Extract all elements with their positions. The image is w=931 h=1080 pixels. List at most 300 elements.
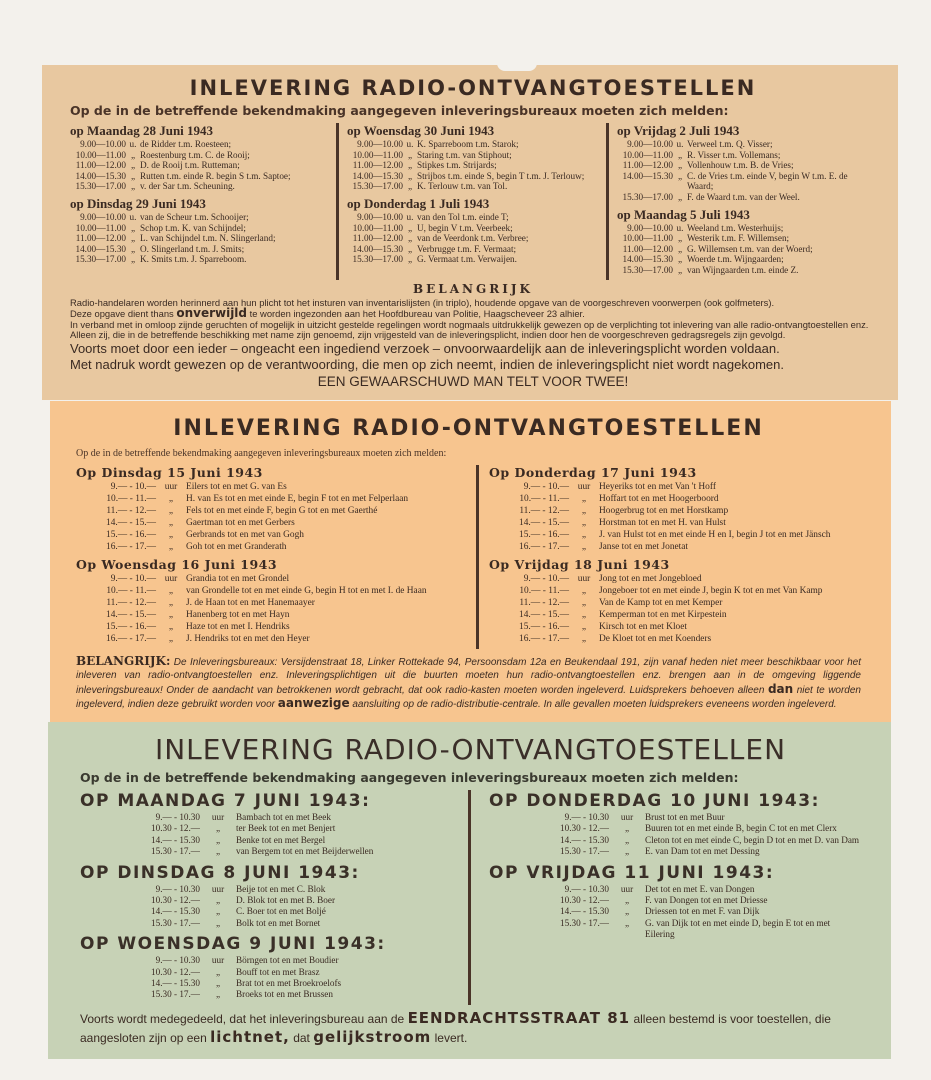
time-slot: 10.00—11.00 bbox=[622, 149, 673, 160]
unit-mark: „ bbox=[215, 906, 221, 917]
schedule-row bbox=[80, 978, 460, 989]
unit-mark: „ bbox=[581, 609, 587, 620]
day-schedule bbox=[80, 933, 460, 1001]
name-range: van de Scheur t.m. Schooijer; bbox=[140, 211, 249, 222]
time-slot: 14.— - 15.— bbox=[106, 609, 156, 620]
name-range: K. Sparreboom t.m. Starok; bbox=[417, 139, 519, 149]
unit-mark: „ bbox=[624, 823, 630, 834]
unit-mark: „ bbox=[130, 170, 136, 181]
name-range: van Grondelle tot en met einde G, begin H tot en met I. de Haan bbox=[186, 585, 427, 596]
unit-mark: „ bbox=[581, 585, 587, 596]
name-range: F. de Waard t.m. van der Weel. bbox=[687, 191, 800, 202]
emphasis-dan: dan bbox=[767, 681, 794, 696]
name-range: Eilers tot en met G. van Es bbox=[186, 481, 287, 492]
notice-text: niet te worden ingeleverd, indien deze gebruikt worden voor bbox=[76, 684, 861, 711]
name-range: K. Smits t.m. J. Sparreboom. bbox=[140, 254, 247, 265]
schedule-row bbox=[70, 233, 330, 244]
schedule-row bbox=[617, 139, 876, 150]
name-range: C. de Vries t.m. einde V, begin W t.m. E. de Waard; bbox=[687, 170, 848, 192]
unit-mark: „ bbox=[407, 170, 413, 181]
time-slot: 14.— - 15.30 bbox=[151, 977, 200, 988]
unit-mark: „ bbox=[215, 966, 221, 977]
time-slot: 9.— - 10.30 bbox=[155, 811, 200, 822]
name-range: C. Boer tot en met Boljé bbox=[236, 906, 326, 917]
time-slot: 14.00—15.30 bbox=[622, 254, 673, 265]
important-notice bbox=[76, 655, 861, 712]
schedule-row bbox=[489, 597, 861, 609]
name-range: L. van Schijndel t.m. N. Slingerland; bbox=[140, 233, 276, 244]
day-schedule bbox=[489, 557, 861, 645]
name-range: van de Veerdonk t.m. Verbree; bbox=[417, 233, 529, 244]
schedule-columns bbox=[76, 465, 861, 649]
name-range: J. van Hulst tot en met einde H en I, begin J tot en met Jänsch bbox=[599, 529, 831, 540]
schedule-row bbox=[489, 895, 861, 906]
emphasis-onverwijld: onverwijld bbox=[176, 306, 248, 321]
unit-mark: „ bbox=[677, 191, 683, 202]
notice-paragraph: Voorts moet door een ieder – ongeacht een ingediend verzoek – onvoorwaardelijk aan de inleveringsplicht worden voldaan. bbox=[70, 340, 780, 356]
notice-text: te worden ingezonden aan het Hoofdbureau van Politie, Haagscheveer 23 alhier. bbox=[247, 308, 585, 320]
name-range: Van de Kamp tot en met Kemper bbox=[599, 597, 723, 608]
poster-title: INLEVERING RADIO-ONTVANGTOESTELLEN bbox=[189, 76, 757, 100]
day-heading: Op Vrijdag 18 Juni 1943 bbox=[489, 556, 670, 572]
time-slot: 14.— - 15.— bbox=[106, 517, 156, 528]
emphasis-gelijkstroom: gelijkstroom bbox=[313, 1027, 432, 1046]
unit-mark: „ bbox=[677, 233, 683, 244]
unit-mark: uur bbox=[620, 883, 634, 894]
day-schedule bbox=[489, 790, 861, 858]
name-range: Rutten t.m. einde R. begin S t.m. Saptoe; bbox=[140, 170, 291, 181]
name-range: Verweel t.m. Q. Visser; bbox=[687, 139, 773, 149]
schedule-row bbox=[489, 633, 861, 645]
day-schedule bbox=[76, 465, 468, 553]
schedule-column bbox=[70, 123, 336, 280]
name-range: Haze tot en met I. Hendriks bbox=[186, 621, 290, 632]
unit-mark: uur bbox=[211, 811, 225, 822]
name-range: Stipkes t.m. Strijards; bbox=[417, 160, 497, 171]
unit-mark: uur bbox=[164, 573, 178, 584]
notice-text: Deze opgave dient thans bbox=[70, 308, 177, 320]
unit-mark: uur bbox=[620, 811, 634, 822]
time-slot: 16.— - 17.— bbox=[106, 541, 156, 552]
time-slot: 14.00—15.30 bbox=[622, 170, 673, 181]
notice-text: aansluiting op de radio-distributie-centrale. In alle gevallen moeten luidsprekers eveneens worden ingeleverd. bbox=[349, 699, 837, 711]
time-slot: 9.— - 10.30 bbox=[564, 883, 609, 894]
notice-paragraph: Met nadruk wordt gewezen op de verantwoording, die men op zich neemt, indien de inleveringsplicht niet wordt nagekomen. bbox=[70, 356, 784, 372]
time-slot: 11.00—12.00 bbox=[622, 243, 673, 254]
time-slot: 14.00—15.30 bbox=[75, 170, 126, 181]
schedule-row bbox=[80, 823, 460, 834]
day-heading: op Donderdag 1 Juli 1943 bbox=[347, 195, 490, 211]
time-slot: 10.30 - 12.— bbox=[151, 894, 200, 905]
time-slot: 11.— - 12.— bbox=[519, 597, 569, 608]
name-range: Goh tot en met Granderath bbox=[186, 541, 287, 552]
day-heading: Op Woensdag 16 Juni 1943 bbox=[76, 556, 278, 572]
name-range: Hanenberg tot en met Hayn bbox=[186, 609, 290, 620]
name-range: Buuren tot en met einde B, begin C tot en met Clerx bbox=[645, 823, 837, 834]
unit-mark: „ bbox=[168, 585, 174, 596]
unit-mark: uur bbox=[211, 883, 225, 894]
schedule-row bbox=[617, 223, 876, 234]
schedule-row bbox=[489, 517, 861, 529]
unit-mark: „ bbox=[215, 917, 221, 928]
unit-mark: „ bbox=[581, 633, 587, 644]
unit-mark: „ bbox=[677, 160, 683, 171]
time-slot: 16.— - 17.— bbox=[106, 633, 156, 644]
unit-mark: u. bbox=[129, 211, 137, 222]
unit-mark: „ bbox=[215, 894, 221, 905]
time-slot: 14.— - 15.30 bbox=[151, 906, 200, 917]
unit-mark: „ bbox=[168, 621, 174, 632]
schedule-row bbox=[489, 835, 861, 846]
unit-mark: „ bbox=[581, 493, 587, 504]
time-slot: 15.30—17.00 bbox=[352, 254, 403, 265]
unit-mark: „ bbox=[581, 541, 587, 552]
name-range: F. van Dongen tot en met Driesse bbox=[645, 894, 768, 905]
schedule-row bbox=[76, 597, 468, 609]
schedule-row bbox=[617, 233, 876, 244]
schedule-row bbox=[617, 171, 876, 192]
notice-paragraph: Radio-handelaren worden herinnerd aan hun plicht tot het insturen van inventarislijsten (in triplo), houdende opgave van de voorgeschreven voorwerpen (ook golfmeters). bbox=[70, 296, 775, 308]
schedule-row bbox=[489, 493, 861, 505]
time-slot: 10.00—11.00 bbox=[75, 222, 126, 233]
important-heading: BELANGRIJK bbox=[413, 281, 533, 296]
schedule-row bbox=[80, 812, 460, 823]
name-range: Verbrugge t.m. F. Vermaat; bbox=[417, 243, 517, 254]
unit-mark: „ bbox=[168, 541, 174, 552]
name-range: Bolk tot en met Bornet bbox=[236, 917, 321, 928]
time-slot: 10.— - 11.— bbox=[519, 585, 569, 596]
schedule-row bbox=[76, 585, 468, 597]
name-range: Heyeriks tot en met Van 't Hoff bbox=[599, 481, 716, 492]
unit-mark: „ bbox=[168, 633, 174, 644]
time-slot: 11.00—12.00 bbox=[75, 233, 126, 244]
time-slot: 15.30—17.00 bbox=[622, 264, 673, 275]
name-range: Weeland t.m. Westerhuijs; bbox=[687, 222, 784, 233]
schedule-row bbox=[80, 895, 460, 906]
day-heading: OP DONDERDAG 10 JUNI 1943: bbox=[489, 790, 820, 811]
name-range: Grandia tot en met Grondel bbox=[186, 573, 290, 584]
day-heading: op Woensdag 30 Juni 1943 bbox=[347, 123, 495, 138]
time-slot: 9.— - 10.— bbox=[110, 573, 156, 584]
time-slot: 10.00—11.00 bbox=[622, 233, 673, 244]
unit-mark: „ bbox=[624, 917, 630, 928]
schedule-row bbox=[80, 906, 460, 917]
name-range: Gaertman tot en met Gerbers bbox=[186, 517, 295, 528]
unit-mark: „ bbox=[624, 834, 630, 845]
schedule-row bbox=[489, 884, 861, 895]
schedule-row bbox=[347, 160, 602, 171]
schedule-row bbox=[76, 541, 468, 553]
unit-mark: „ bbox=[677, 149, 683, 160]
unit-mark: „ bbox=[130, 243, 136, 254]
day-schedule bbox=[70, 196, 330, 265]
name-range: Hoogerbrug tot en met Horstkamp bbox=[599, 505, 729, 516]
unit-mark: „ bbox=[130, 233, 136, 244]
time-slot: 15.30—17.00 bbox=[75, 181, 126, 192]
time-slot: 10.— - 11.— bbox=[519, 493, 569, 504]
closing-notice bbox=[80, 1009, 861, 1047]
unit-mark: „ bbox=[168, 505, 174, 516]
schedule-row bbox=[80, 967, 460, 978]
day-heading: OP WOENSDAG 9 JUNI 1943: bbox=[80, 934, 386, 955]
day-heading: OP VRIJDAG 11 JUNI 1943: bbox=[489, 862, 775, 883]
emphasis-aanwezige: aanwezige bbox=[277, 696, 350, 711]
name-range: U, begin V t.m. Veerbeek; bbox=[417, 222, 513, 233]
schedule-row bbox=[76, 493, 468, 505]
schedule-row bbox=[489, 846, 861, 857]
schedule-row bbox=[489, 812, 861, 823]
unit-mark: „ bbox=[215, 977, 221, 988]
schedule-row bbox=[489, 621, 861, 633]
time-slot: 14.— - 15.— bbox=[519, 517, 569, 528]
time-slot: 9.— - 10.— bbox=[523, 481, 569, 492]
unit-mark: „ bbox=[624, 906, 630, 917]
unit-mark: „ bbox=[407, 181, 413, 192]
day-schedule bbox=[80, 790, 460, 858]
time-slot: 14.00—15.30 bbox=[75, 243, 126, 254]
time-slot: 15.30—17.00 bbox=[622, 191, 673, 202]
schedule-row bbox=[489, 918, 861, 941]
unit-mark: uur bbox=[577, 573, 591, 584]
name-range: Brust tot en met Buur bbox=[645, 811, 725, 822]
time-slot: 15.— - 16.— bbox=[519, 621, 569, 632]
unit-mark: „ bbox=[407, 222, 413, 233]
day-heading: Op Donderdag 17 Juni 1943 bbox=[489, 464, 697, 480]
schedule-row bbox=[80, 846, 460, 857]
unit-mark: uur bbox=[577, 481, 591, 492]
unit-mark: „ bbox=[407, 233, 413, 244]
name-range: Jongeboer tot en met einde J, begin K tot en met Van Kamp bbox=[599, 585, 823, 596]
time-slot: 10.00—11.00 bbox=[352, 222, 403, 233]
schedule-row bbox=[76, 621, 468, 633]
important-notice bbox=[70, 282, 876, 390]
name-range: G. van Dijk tot en met einde D, begin E tot en met Eilering bbox=[645, 917, 831, 940]
schedule-row bbox=[347, 212, 602, 223]
schedule-row bbox=[70, 212, 330, 223]
name-range: Börngen tot en met Boudier bbox=[236, 955, 339, 966]
day-schedule bbox=[70, 123, 330, 192]
unit-mark: „ bbox=[581, 517, 587, 528]
schedule-column bbox=[336, 123, 606, 280]
notice-paragraph: Alleen zij, die in de betreffende beschikking met name zijn genoemd, zijn vrijgesteld van de inleveringsplicht, indien door hen de voorgeschreven gedragsregels zijn gevolgd. bbox=[70, 329, 786, 341]
schedule-row bbox=[489, 505, 861, 517]
name-range: O. Slingerland t.m. J. Smits; bbox=[140, 243, 245, 254]
unit-mark: „ bbox=[407, 254, 413, 265]
day-schedule bbox=[489, 862, 861, 941]
poster-intro: Op de in de betreffende bekendmaking aangegeven inleveringsbureaux moeten zich melden: bbox=[80, 769, 739, 785]
notice-text: levert. bbox=[431, 1030, 468, 1045]
name-range: Cleton tot en met einde C, begin D tot en met D. van Dam bbox=[645, 834, 860, 845]
schedule-row bbox=[70, 171, 330, 182]
day-schedule bbox=[489, 465, 861, 553]
day-heading: op Dinsdag 29 Juni 1943 bbox=[70, 195, 206, 211]
time-slot: 9.00—10.00 bbox=[627, 139, 673, 149]
day-schedule bbox=[76, 557, 468, 645]
unit-mark: „ bbox=[215, 834, 221, 845]
unit-mark: uur bbox=[164, 481, 178, 492]
name-range: G. Willemsen t.m. van der Woerd; bbox=[687, 243, 813, 254]
time-slot: 15.30 - 17.— bbox=[151, 846, 200, 857]
day-heading: op Maandag 28 Juni 1943 bbox=[70, 123, 214, 138]
name-range: de Ridder t.m. Roesteen; bbox=[140, 139, 232, 149]
poster-intro: Op de in de betreffende bekendmaking aangegeven inleveringsbureaux moeten zich melden: bbox=[76, 447, 447, 459]
schedule-row bbox=[76, 609, 468, 621]
name-range: van den Tol t.m. einde T; bbox=[417, 211, 509, 222]
time-slot: 15.30 - 17.— bbox=[560, 917, 609, 928]
name-range: Horstman tot en met H. van Hulst bbox=[599, 517, 726, 528]
unit-mark: „ bbox=[130, 222, 136, 233]
schedule-column bbox=[468, 790, 861, 1005]
time-slot: 15.30—17.00 bbox=[75, 254, 126, 265]
unit-mark: „ bbox=[168, 529, 174, 540]
notice-text: Voorts wordt medegedeeld, dat het inleveringsbureau aan de bbox=[80, 1011, 408, 1026]
name-range: Beije tot en met C. Blok bbox=[236, 883, 326, 894]
time-slot: 11.— - 12.— bbox=[106, 505, 156, 516]
unit-mark: „ bbox=[677, 170, 683, 181]
unit-mark: „ bbox=[677, 254, 683, 265]
important-label: BELANGRIJK: bbox=[76, 653, 171, 668]
schedule-row bbox=[70, 181, 330, 192]
schedule-column bbox=[76, 465, 476, 649]
schedule-row bbox=[489, 529, 861, 541]
time-slot: 15.30 - 17.— bbox=[151, 917, 200, 928]
name-range: Strijbos t.m. einde S, begin T t.m. J. Terlouw; bbox=[417, 170, 585, 181]
unit-mark: „ bbox=[624, 846, 630, 857]
schedule-row bbox=[76, 529, 468, 541]
unit-mark: „ bbox=[130, 254, 136, 265]
schedule-row bbox=[347, 233, 602, 244]
time-slot: 9.00—10.00 bbox=[80, 211, 126, 222]
schedule-row bbox=[80, 884, 460, 895]
name-range: D. Blok tot en met B. Boer bbox=[236, 894, 336, 905]
name-range: ter Beek tot en met Benjert bbox=[236, 823, 336, 834]
schedule-columns bbox=[80, 790, 861, 1005]
name-range: Janse tot en met Jonetat bbox=[599, 541, 689, 552]
unit-mark: u. bbox=[676, 222, 684, 233]
schedule-row bbox=[617, 160, 876, 171]
notice-paragraph: In verband met in omloop zijnde geruchten of mogelijk in uitzicht gestelde regelingen wordt nogmaals uitdrukkelijk gewezen op de verplichting tot inlevering van alle radio-ontvangtoestellen enz. bbox=[70, 318, 869, 330]
unit-mark: „ bbox=[168, 597, 174, 608]
name-range: Kemperman tot en met Kirpestein bbox=[599, 609, 727, 620]
unit-mark: „ bbox=[407, 160, 413, 171]
name-range: Hoffart tot en met Hoogerboord bbox=[599, 493, 719, 504]
unit-mark: „ bbox=[407, 149, 413, 160]
schedule-row bbox=[489, 609, 861, 621]
schedule-row bbox=[489, 541, 861, 553]
unit-mark: „ bbox=[624, 894, 630, 905]
time-slot: 11.— - 12.— bbox=[519, 505, 569, 516]
name-range: Broeks tot en met Brussen bbox=[236, 989, 333, 1000]
poster-7-11-june-1943 bbox=[48, 722, 891, 1059]
name-range: Schop t.m. K. van Schijndel; bbox=[140, 222, 246, 233]
time-slot: 15.— - 16.— bbox=[106, 621, 156, 632]
schedule-row bbox=[80, 989, 460, 1000]
unit-mark: „ bbox=[581, 621, 587, 632]
schedule-row bbox=[80, 955, 460, 966]
time-slot: 9.— - 10.30 bbox=[155, 955, 200, 966]
schedule-row bbox=[70, 244, 330, 255]
time-slot: 11.00—12.00 bbox=[75, 160, 126, 171]
poster-intro: Op de in de betreffende bekendmaking aangegeven inleveringsbureaux moeten zich melden: bbox=[70, 103, 729, 118]
time-slot: 10.00—11.00 bbox=[352, 149, 403, 160]
unit-mark: „ bbox=[130, 149, 136, 160]
schedule-row bbox=[617, 265, 876, 276]
unit-mark: „ bbox=[168, 517, 174, 528]
unit-mark: u. bbox=[406, 211, 414, 222]
name-range: Brat tot en met Broekroelofs bbox=[236, 977, 342, 988]
unit-mark: u. bbox=[676, 139, 684, 149]
time-slot: 10.30 - 12.— bbox=[151, 966, 200, 977]
unit-mark: „ bbox=[130, 160, 136, 171]
name-range: J. Hendriks tot en met den Heyer bbox=[186, 633, 310, 644]
name-range: Gerbrands tot en met van Gogh bbox=[186, 529, 304, 540]
unit-mark: uur bbox=[211, 955, 225, 966]
emphasis-address: EENDRACHTSSTRAAT 81 bbox=[407, 1008, 631, 1027]
poster-title: INLEVERING RADIO-ONTVANGTOESTELLEN bbox=[173, 415, 764, 441]
time-slot: 9.00—10.00 bbox=[80, 139, 126, 149]
schedule-row bbox=[70, 139, 330, 150]
time-slot: 10.30 - 12.— bbox=[560, 823, 609, 834]
schedule-row bbox=[347, 150, 602, 161]
name-range: Benke tot en met Bergel bbox=[236, 834, 326, 845]
emphasis-lichtnet: lichtnet, bbox=[210, 1027, 290, 1046]
name-range: R. Visser t.m. Vollemans; bbox=[687, 149, 781, 160]
time-slot: 16.— - 17.— bbox=[519, 541, 569, 552]
day-schedule bbox=[347, 123, 602, 192]
name-range: K. Terlouw t.m. van Tol. bbox=[417, 181, 508, 192]
name-range: Woerde t.m. Wijngaarden; bbox=[687, 254, 784, 265]
time-slot: 15.— - 16.— bbox=[106, 529, 156, 540]
schedule-columns bbox=[70, 123, 876, 280]
time-slot: 14.— - 15.30 bbox=[560, 834, 609, 845]
time-slot: 11.00—12.00 bbox=[352, 233, 403, 244]
unit-mark: „ bbox=[130, 181, 136, 192]
unit-mark: „ bbox=[581, 505, 587, 516]
schedule-row bbox=[70, 223, 330, 234]
poster-title: INLEVERING RADIO-ONTVANGTOESTELLEN bbox=[154, 732, 787, 766]
name-range: H. van Es tot en met einde E, begin F tot en met Felperlaan bbox=[186, 493, 409, 504]
notice-paragraph bbox=[70, 308, 876, 320]
name-range: E. van Dam tot en met Dessing bbox=[645, 846, 760, 857]
schedule-row bbox=[489, 906, 861, 917]
schedule-column bbox=[476, 465, 861, 649]
schedule-row bbox=[80, 918, 460, 929]
schedule-row bbox=[489, 823, 861, 834]
schedule-row bbox=[347, 139, 602, 150]
notice-text: dat bbox=[289, 1030, 314, 1045]
unit-mark: u. bbox=[129, 139, 137, 149]
schedule-row bbox=[76, 505, 468, 517]
unit-mark: „ bbox=[215, 846, 221, 857]
schedule-row bbox=[76, 573, 468, 585]
day-heading: op Maandag 5 Juli 1943 bbox=[617, 206, 750, 222]
time-slot: 10.— - 11.— bbox=[106, 585, 156, 596]
time-slot: 9.00—10.00 bbox=[627, 222, 673, 233]
name-range: Det tot en met E. van Dongen bbox=[645, 883, 755, 894]
day-heading: op Vrijdag 2 Juli 1943 bbox=[617, 123, 740, 138]
day-schedule bbox=[617, 207, 876, 276]
unit-mark: „ bbox=[215, 823, 221, 834]
unit-mark: „ bbox=[581, 597, 587, 608]
time-slot: 9.— - 10.30 bbox=[155, 883, 200, 894]
schedule-column bbox=[80, 790, 468, 1005]
day-schedule bbox=[80, 862, 460, 930]
name-range: J. de Haan tot en met Hanemaayer bbox=[186, 597, 315, 608]
time-slot: 16.— - 17.— bbox=[519, 633, 569, 644]
schedule-row bbox=[347, 171, 602, 182]
name-range: Bambach tot en met Beek bbox=[236, 811, 331, 822]
time-slot: 9.— - 10.30 bbox=[564, 811, 609, 822]
